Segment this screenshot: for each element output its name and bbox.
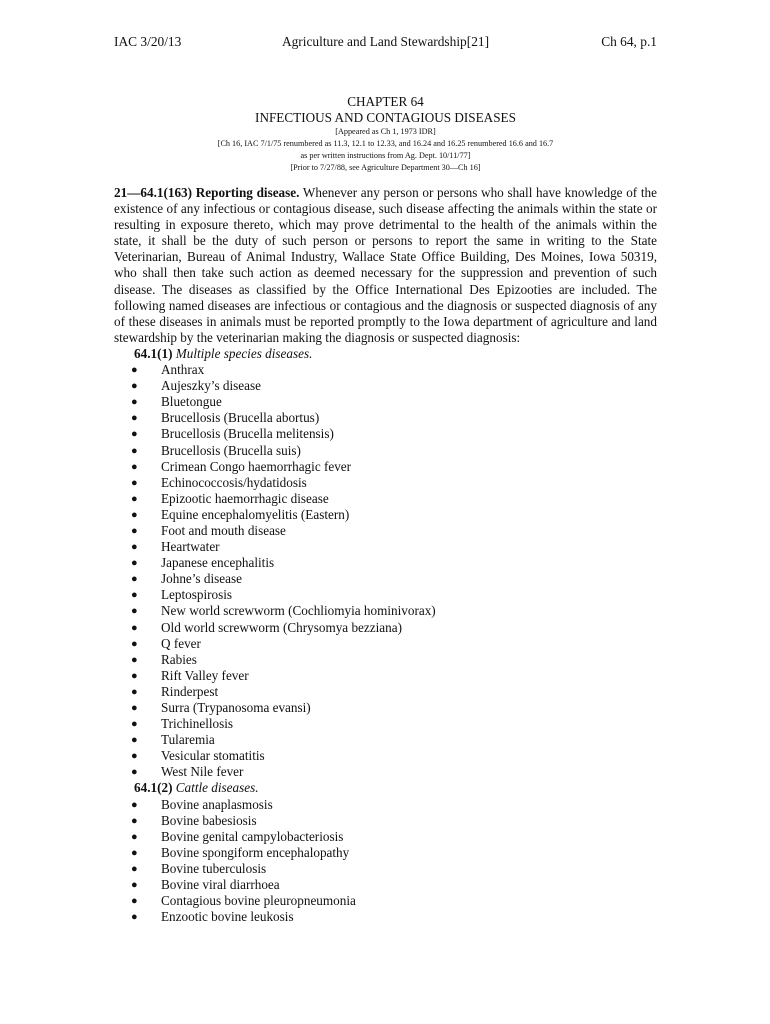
disease-list-item [114, 587, 657, 603]
bullet-icon: ● [131, 798, 138, 811]
disease-name: Old world screwworm (Chrysomya bezziana) [161, 619, 402, 635]
disease-list-item [114, 797, 657, 813]
bullet-icon: ● [131, 573, 138, 586]
disease-list-item [114, 909, 657, 925]
disease-name: Brucellosis (Brucella suis) [161, 442, 301, 458]
disease-name: Epizootic haemorrhagic disease [161, 490, 329, 506]
bullet-icon: ● [131, 589, 138, 602]
bullet-icon: ● [131, 702, 138, 714]
bullet-icon: ● [131, 444, 138, 457]
disease-name: Bovine spongiform encephalopathy [161, 844, 350, 860]
disease-list-item [114, 893, 657, 909]
bullet-icon: ● [131, 428, 138, 441]
chapter-note: [Appeared as Ch 1, 1973 IDR] [335, 127, 436, 136]
bullet-icon: ● [131, 380, 138, 393]
bullet-icon: ● [131, 734, 138, 747]
bullet-icon: ● [131, 846, 138, 859]
section-title: Cattle diseases. [175, 780, 259, 796]
chapter-note: [Ch 16, IAC 7/1/75 renumbered as 11.3, 12.1 to 12.33, and 16.24 and 16.25 renumbered 16.6 and 16.7 [217, 139, 554, 148]
bullet-icon: ● [131, 637, 138, 650]
disease-name: Leptospirosis [161, 587, 233, 603]
disease-name: Equine encephalomyelitis (Eastern) [161, 506, 350, 522]
disease-name: Johne’s disease [161, 571, 242, 587]
disease-list-item [114, 378, 657, 394]
bullet-icon: ● [131, 396, 138, 409]
disease-list-item [114, 475, 657, 491]
chapter-note: [Prior to 7/27/88, see Agriculture Department 30—Ch 16] [290, 163, 481, 172]
disease-list-item [114, 410, 657, 426]
disease-name: Bovine viral diarrhoea [161, 877, 280, 893]
bullet-icon: ● [131, 750, 138, 763]
disease-list [114, 797, 657, 926]
disease-name: Japanese encephalitis [161, 555, 275, 571]
section-cattle [114, 780, 657, 925]
disease-name: Bluetongue [161, 394, 222, 410]
document-body [114, 185, 657, 925]
bullet-icon: ● [131, 814, 138, 827]
disease-list-item [114, 845, 657, 861]
section-multiple-species [114, 346, 657, 781]
bullet-icon: ● [131, 862, 138, 875]
disease-list-item [114, 443, 657, 459]
disease-list-item [114, 571, 657, 587]
disease-list-item [114, 507, 657, 523]
disease-name: Foot and mouth disease [161, 522, 286, 538]
disease-name: Tularemia [161, 732, 215, 748]
disease-list-item [114, 748, 657, 764]
disease-list-item [114, 362, 657, 378]
disease-list-item [114, 394, 657, 410]
chapter-title: INFECTIOUS AND CONTAGIOUS DISEASES [255, 110, 516, 125]
disease-list-item [114, 620, 657, 636]
section-number: 64.1(2) [134, 780, 173, 796]
disease-name: Brucellosis (Brucella abortus) [161, 410, 320, 426]
disease-list-item [114, 877, 657, 893]
disease-name: Heartwater [161, 539, 220, 555]
disease-name: Bovine babesiosis [161, 812, 257, 828]
rule-paragraph [114, 185, 657, 346]
bullet-icon: ● [131, 476, 138, 489]
header-right: Ch 64, p.1 [601, 34, 657, 49]
bullet-icon: ● [131, 766, 138, 779]
rule-heading: Reporting disease. [195, 185, 300, 200]
bullet-icon: ● [131, 653, 138, 666]
bullet-icon: ● [131, 364, 138, 377]
section-heading [134, 780, 657, 796]
running-header [114, 34, 657, 52]
disease-list-item [114, 684, 657, 700]
bullet-icon: ● [131, 412, 138, 425]
bullet-icon: ● [131, 621, 138, 634]
disease-name: Vesicular stomatitis [161, 748, 265, 764]
disease-list-item [114, 539, 657, 555]
disease-name: Echinococcosis/hydatidosis [161, 474, 307, 490]
rule-number: 21—64.1(163) [114, 185, 193, 200]
bullet-icon: ● [131, 460, 138, 473]
bullet-icon: ● [131, 508, 138, 521]
bullet-icon: ● [131, 541, 138, 554]
disease-list-item [114, 700, 657, 716]
disease-name: Bovine anaplasmosis [161, 796, 273, 812]
disease-list-item [114, 732, 657, 748]
disease-name: Anthrax [161, 362, 205, 378]
bullet-icon: ● [131, 492, 138, 505]
disease-name: Crimean Congo haemorrhagic fever [161, 458, 352, 474]
disease-list-item [114, 636, 657, 652]
disease-list-item [114, 603, 657, 619]
bullet-icon: ● [131, 718, 138, 731]
section-title: Multiple species diseases. [175, 345, 313, 361]
disease-list-item [114, 652, 657, 668]
disease-name: Q fever [161, 635, 201, 651]
disease-name: Surra (Trypanosoma evansi) [161, 700, 311, 715]
bullet-icon: ● [131, 605, 138, 618]
bullet-icon: ● [131, 557, 138, 570]
disease-name: Rift Valley fever [161, 667, 249, 683]
chapter-note: as per written instructions from Ag. Dept. 10/11/77] [300, 151, 471, 160]
disease-list-item [114, 555, 657, 571]
bullet-icon: ● [131, 685, 138, 698]
disease-name: Contagious bovine pleuropneumonia [161, 893, 356, 909]
disease-list-item [114, 668, 657, 684]
disease-list-item [114, 764, 657, 780]
disease-name: New world screwworm (Cochliomyia hominivorax) [161, 603, 436, 619]
header-left: IAC 3/20/13 [114, 34, 182, 49]
bullet-icon: ● [131, 830, 138, 843]
bullet-icon: ● [131, 911, 138, 924]
chapter-number: CHAPTER 64 [347, 94, 424, 109]
disease-name: Brucellosis (Brucella melitensis) [161, 426, 334, 442]
disease-list-item [114, 523, 657, 539]
chapter-heading [114, 94, 657, 174]
bullet-icon: ● [131, 669, 138, 682]
rule-text: Whenever any person or persons who shall have knowledge of the existence of any infectious or contagious disease, such disease affecting the animals within the state or resulting in exposure thereto, which may prove detrimental to the health of the animals within the state, it shall be the duty of such person or persons to report the same in writing to the State Veterinarian, Bureau of Animal Industry, Wallace State Office Building, Des Moines, Iowa 50319, who shall then take such action as deemed necessary for the suppression and prevention of such disease. The diseases as classified by the Office International Des Epizooties are included. The following named diseases are infectious or contagious and the diagnosis or suspected diagnosis of any of these diseases in animals must be reported promptly to the Iowa department of agriculture and land stewardship by the veterinarian making the diagnosis or suspected diagnosis: [114, 185, 658, 345]
disease-list-item [114, 716, 657, 732]
disease-name: Bovine genital campylobacteriosis [161, 828, 344, 844]
bullet-icon: ● [131, 879, 138, 892]
disease-list-item [114, 861, 657, 877]
disease-list-item [114, 459, 657, 475]
disease-name: Aujeszky’s disease [161, 378, 261, 394]
bullet-icon: ● [131, 895, 138, 908]
disease-name: Enzootic bovine leukosis [161, 909, 294, 925]
header-center: Agriculture and Land Stewardship[21] [281, 34, 490, 49]
disease-list-item [114, 426, 657, 442]
disease-name: West Nile fever [161, 764, 244, 780]
disease-list-item [114, 829, 657, 845]
disease-name: Rinderpest [161, 683, 219, 699]
disease-list-item [114, 491, 657, 507]
disease-name: Rabies [161, 651, 197, 667]
disease-name: Bovine tuberculosis [161, 860, 267, 876]
bullet-icon: ● [131, 524, 138, 537]
disease-list-item [114, 813, 657, 829]
section-heading [134, 346, 657, 362]
disease-name: Trichinellosis [161, 716, 234, 732]
section-number: 64.1(1) [134, 345, 173, 361]
disease-list [114, 362, 657, 780]
